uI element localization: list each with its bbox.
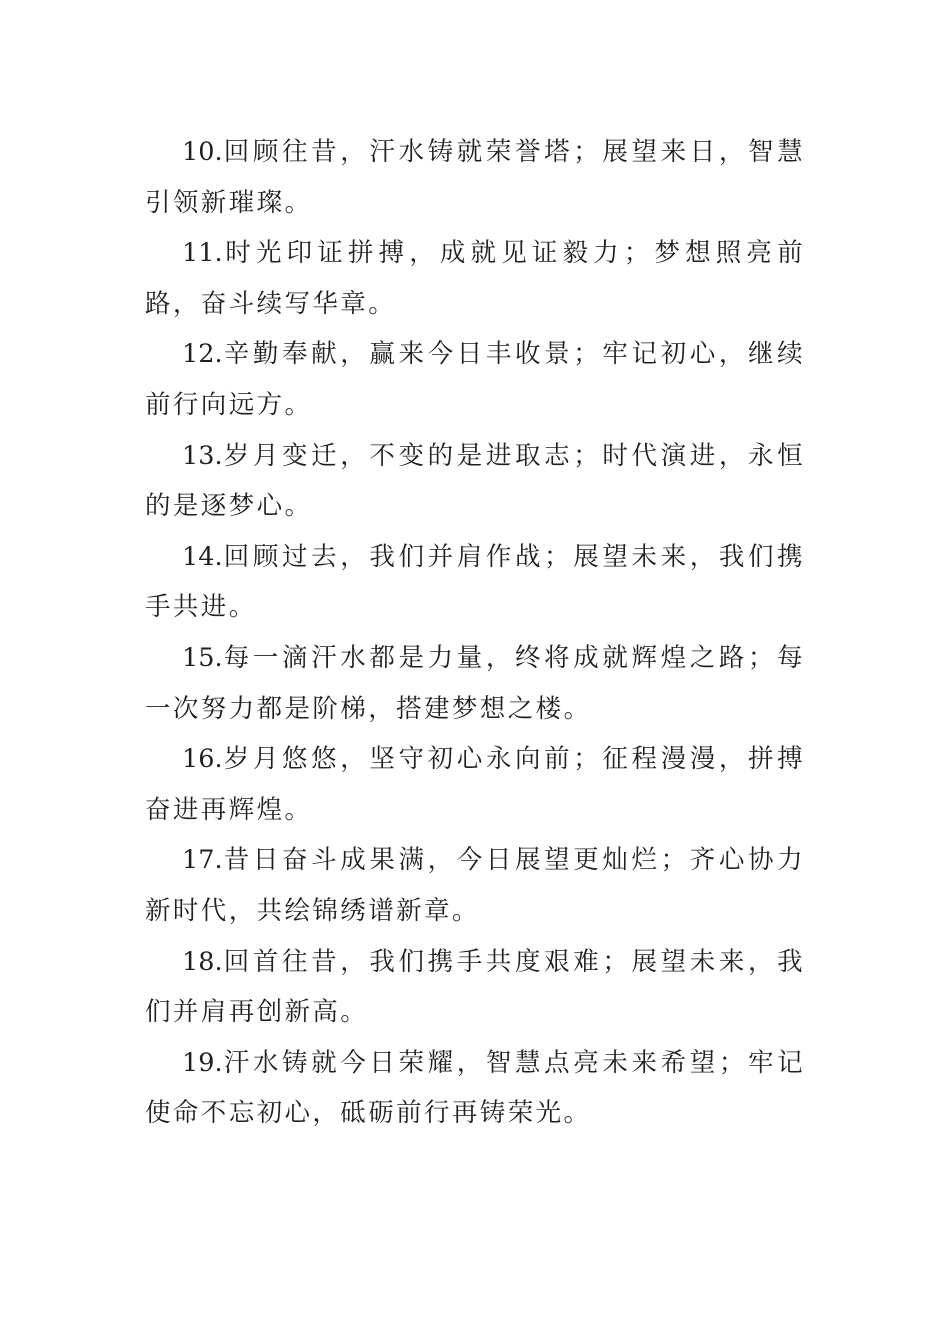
list-item xyxy=(145,329,805,430)
list-item xyxy=(145,431,805,532)
item-number: 14. xyxy=(182,541,223,572)
item-number: 10. xyxy=(182,137,223,167)
item-number: 13. xyxy=(182,440,223,471)
list-item xyxy=(145,532,805,633)
item-number: 15. xyxy=(182,642,223,673)
item-text: 回顾往昔，汗水铸就荣誉塔；展望来日，智慧引领新璀璨。 xyxy=(145,137,805,218)
item-number: 18. xyxy=(182,946,223,977)
item-text: 回首往昔，我们携手共度艰难；展望未来，我们并肩再创新高。 xyxy=(145,946,805,1028)
item-number: 17. xyxy=(182,845,223,876)
item-text: 岁月悠悠，坚守初心永向前；征程漫漫，拼搏奋进再辉煌。 xyxy=(145,744,805,825)
item-text: 时光印证拼搏，成就见证毅力；梦想照亮前路，奋斗续写华章。 xyxy=(145,238,805,319)
list-item xyxy=(145,1038,805,1139)
item-text: 昔日奋斗成果满，今日展望更灿烂；齐心协力新时代，共绘锦绣谱新章。 xyxy=(145,845,805,926)
item-text: 回顾过去，我们并肩作战；展望未来，我们携手共进。 xyxy=(145,541,805,623)
list-item xyxy=(145,835,805,936)
item-text: 每一滴汗水都是力量，终将成就辉煌之路；每一次努力都是阶梯，搭建梦想之楼。 xyxy=(145,642,805,724)
list-item xyxy=(145,937,805,1038)
item-number: 12. xyxy=(182,339,223,370)
item-number: 16. xyxy=(182,744,223,775)
document-body xyxy=(145,127,805,1139)
item-number: 11. xyxy=(182,238,223,269)
item-text: 岁月变迁，不变的是进取志；时代演进，永恒的是逐梦心。 xyxy=(145,440,805,522)
item-text: 汗水铸就今日荣耀，智慧点亮未来希望；牢记使命不忘初心，砥砺前行再铸荣光。 xyxy=(145,1047,805,1129)
item-text: 辛勤奉献，赢来今日丰收景；牢记初心，继续前行向远方。 xyxy=(145,339,805,420)
list-item xyxy=(145,633,805,734)
list-item xyxy=(145,127,805,228)
list-item xyxy=(145,734,805,835)
list-item xyxy=(145,228,805,329)
item-number: 19. xyxy=(182,1047,223,1078)
